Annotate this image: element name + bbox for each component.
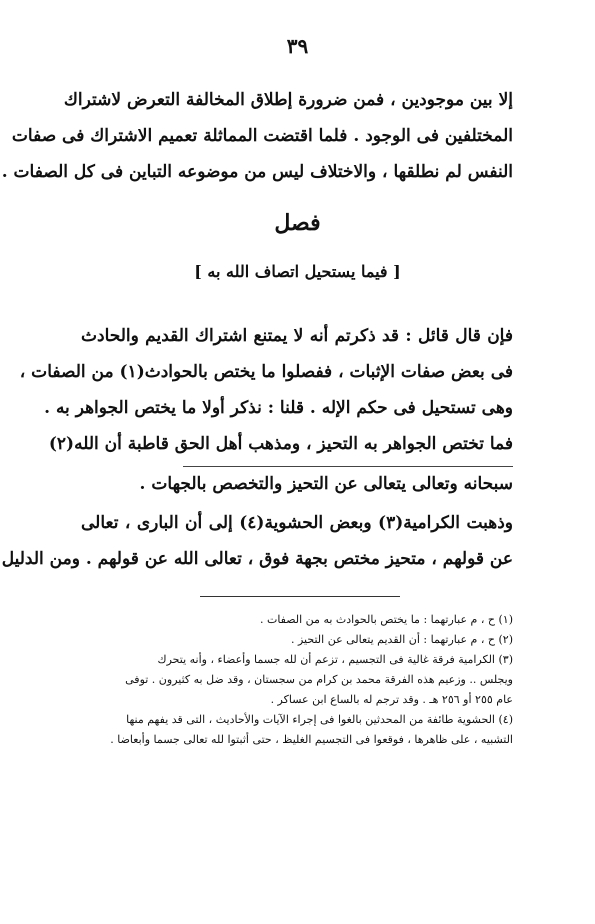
footnote-divider [200, 596, 400, 597]
footnote-line: (١) ح ، م عبارتهما : ما يختص بالحوادث به من الصفات . [259, 613, 513, 626]
footnote-line: (٣) الكرامية فرقة غالية فى التجسيم ، تزعم أن لله جسما وأعضاء ، وأنه يتحرك [157, 653, 513, 666]
text-line: فما تختص الجواهر به التحيز ، ومذهب أهل الحق قاطبة أن الله(٢) [48, 434, 513, 454]
page-number: ٣٩ [286, 34, 309, 58]
footnotes [83, 610, 513, 750]
intro-paragraph [1, 82, 513, 190]
section-title: فصل [274, 210, 321, 236]
footnote-line: التشبيه ، على ظاهرها ، فوقعوا فى التجسيم الغليظ ، حتى أثبتوا لله تعالى جسما وأبعاضا . [110, 733, 513, 746]
text-line: فى بعض صفات الإثبات ، ففصلوا ما يختص بالحوادث(١) من الصفات ، [19, 362, 513, 382]
paragraph-one-end [81, 466, 513, 502]
footnote-line: (٢) ح ، م عبارتهما : أن القديم يتعالى عن التحيز . [290, 633, 513, 646]
text-line: إلا بين موجودين ، فمن ضرورة إطلاق المخالفة التعرض لاشتراك [63, 90, 513, 110]
footnote-line: (٤) الحشوية طائفة من المحدثين بالغوا فى إجراء الآيات والأحاديث ، التى قد يفهم منها [126, 713, 513, 726]
text-line: المختلفين فى الوجود . فلما اقتضت المماثلة تعميم الاشتراك فى صفات [11, 126, 513, 146]
text-line: عن قولهم ، متحيز مختص بجهة فوق ، تعالى الله عن قولهم . ومن الدليل [1, 549, 513, 569]
section-subtitle: [ فيما يستحيل اتصاف الله به ] [194, 262, 401, 281]
paragraph-two [1, 505, 514, 577]
footnote-line: عام ٢٥٥ أو ٢٥٦ هـ . وقد ترجم له بالساع ابن عساكر . [270, 693, 513, 706]
text-line: النفس لم نطلقها ، والاختلاف ليس من موضوعه التباين فى كل الصفات . [1, 162, 513, 182]
text-line: سبحانه وتعالى يتعالى عن التحيز والتخصص بالجهات . [139, 474, 513, 494]
text-line: وهى تستحيل فى حكم الإله . قلنا : نذكر أولا ما يختص الجواهر به . [44, 398, 513, 418]
paragraph-one [19, 318, 513, 462]
text-line: وذهبت الكرامية(٣) وبعض الحشوية(٤) إلى أن البارى ، تعالى [81, 513, 514, 533]
footnote-line: ويجلس .. وزعيم هذه الفرقة محمد بن كرام من سجستان ، وقد ضل به كثيرون . توفى [125, 673, 513, 686]
text-line: فإن قال قائل : قد ذكرتم أنه لا يمتنع اشتراك القديم والحادث [81, 326, 513, 346]
